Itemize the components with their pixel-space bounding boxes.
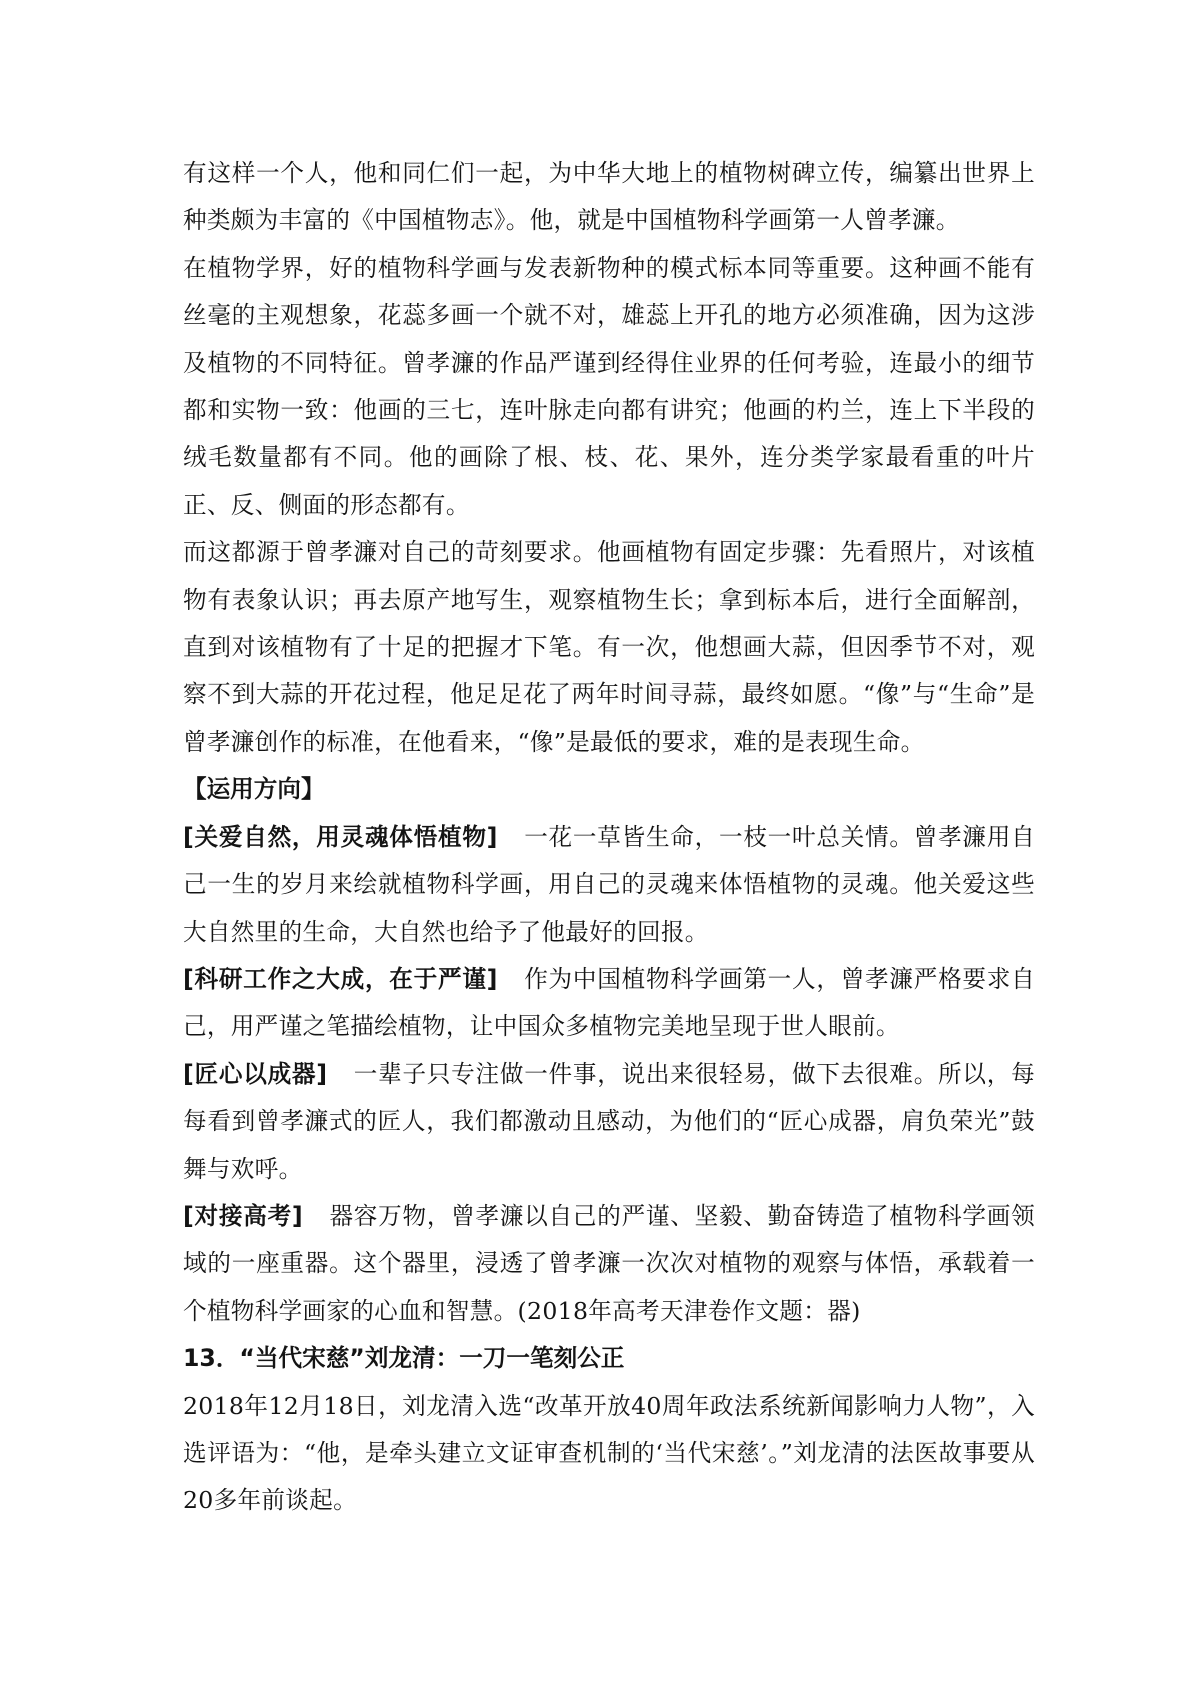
usage-heading: 【运用方向】 xyxy=(183,775,325,804)
usage-item-craftsmanship xyxy=(183,1051,1035,1193)
usage-tag: [关爱自然，用灵魂体悟植物] xyxy=(183,822,498,851)
section-13-paragraph: 2018年12月18日，刘龙清入选“改革开放40周年政法系统新闻影响力人物”，入选评语为：“他，是牵头建立文证审查机制的‘当代宋慈’。”刘龙清的法医故事要从20多年前谈起。 xyxy=(183,1391,1035,1515)
usage-text: 一花一草皆生命，一枝一叶总关情。曾孝濂用自己一生的岁月来绘就植物科学画，用自己的灵魂来体悟植物的灵魂。他关爱这些大自然里的生命，大自然也给予了他最好的回报。 xyxy=(183,822,1035,946)
zeng-method-paragraph: 而这都源于曾孝濂对自己的苛刻要求。他画植物有固定步骤：先看照片，对该植物有表象认识；再去原产地写生，观察植物生长；拿到标本后，进行全面解剖，直到对该植物有了十足的把握才下笔。有一次，他想画大蒜，但因季节不对，观察不到大蒜的开花过程，他足足花了两年时间寻蒜，最终如愿。“像”与“生命”是曾孝濂创作的标准，在他看来，“像”是最低的要求，难的是表现生命。 xyxy=(183,538,1035,756)
usage-text: 一辈子只专注做一件事，说出来很轻易，做下去很难。所以，每每看到曾孝濂式的匠人，我们都激动且感动，为他们的“匠心成器，肩负荣光”鼓舞与欢呼。 xyxy=(183,1059,1035,1183)
section-13-heading: 13．“当代宋慈”刘龙清：一刀一笔刻公正 xyxy=(183,1344,625,1373)
zeng-rigor-paragraph: 在植物学界，好的植物科学画与发表新物种的模式标本同等重要。这种画不能有丝毫的主观想象，花蕊多画一个就不对，雄蕊上开孔的地方必须准确，因为这涉及植物的不同特征。曾孝濂的作品严谨到经得住业界的任何考验，连最小的细节都和实物一致：他画的三七，连叶脉走向都有讲究；他画的杓兰，连上下半段的绒毛数量都有不同。他的画除了根、枝、花、果外，连分类学家最看重的叶片正、反、侧面的形态都有。 xyxy=(183,253,1035,519)
usage-text: 作为中国植物科学画第一人，曾孝濂严格要求自己，用严谨之笔描绘植物，让中国众多植物完美地呈现于世人眼前。 xyxy=(183,964,1035,1041)
usage-item-nature xyxy=(183,814,1035,956)
usage-text: 器容万物，曾孝濂以自己的严谨、坚毅、勤奋铸造了植物科学画领域的一座重器。这个器里，浸透了曾孝濂一次次对植物的观察与体悟，承载着一个植物科学画家的心血和智慧。(2018年高考天津卷作文题：器) xyxy=(183,1201,1035,1325)
usage-tag: [对接高考] xyxy=(183,1201,303,1230)
zeng-intro-paragraph: 有这样一个人，他和同仁们一起，为中华大地上的植物树碑立传，编纂出世界上种类颇为丰富的《中国植物志》。他，就是中国植物科学画第一人曾孝濂。 xyxy=(183,159,1035,235)
usage-tag: [科研工作之大成，在于严谨] xyxy=(183,964,498,993)
usage-item-gaokao xyxy=(183,1193,1035,1335)
usage-tag: [匠心以成器] xyxy=(183,1059,328,1088)
usage-item-rigor xyxy=(183,956,1035,1051)
document-page xyxy=(183,150,1035,1525)
